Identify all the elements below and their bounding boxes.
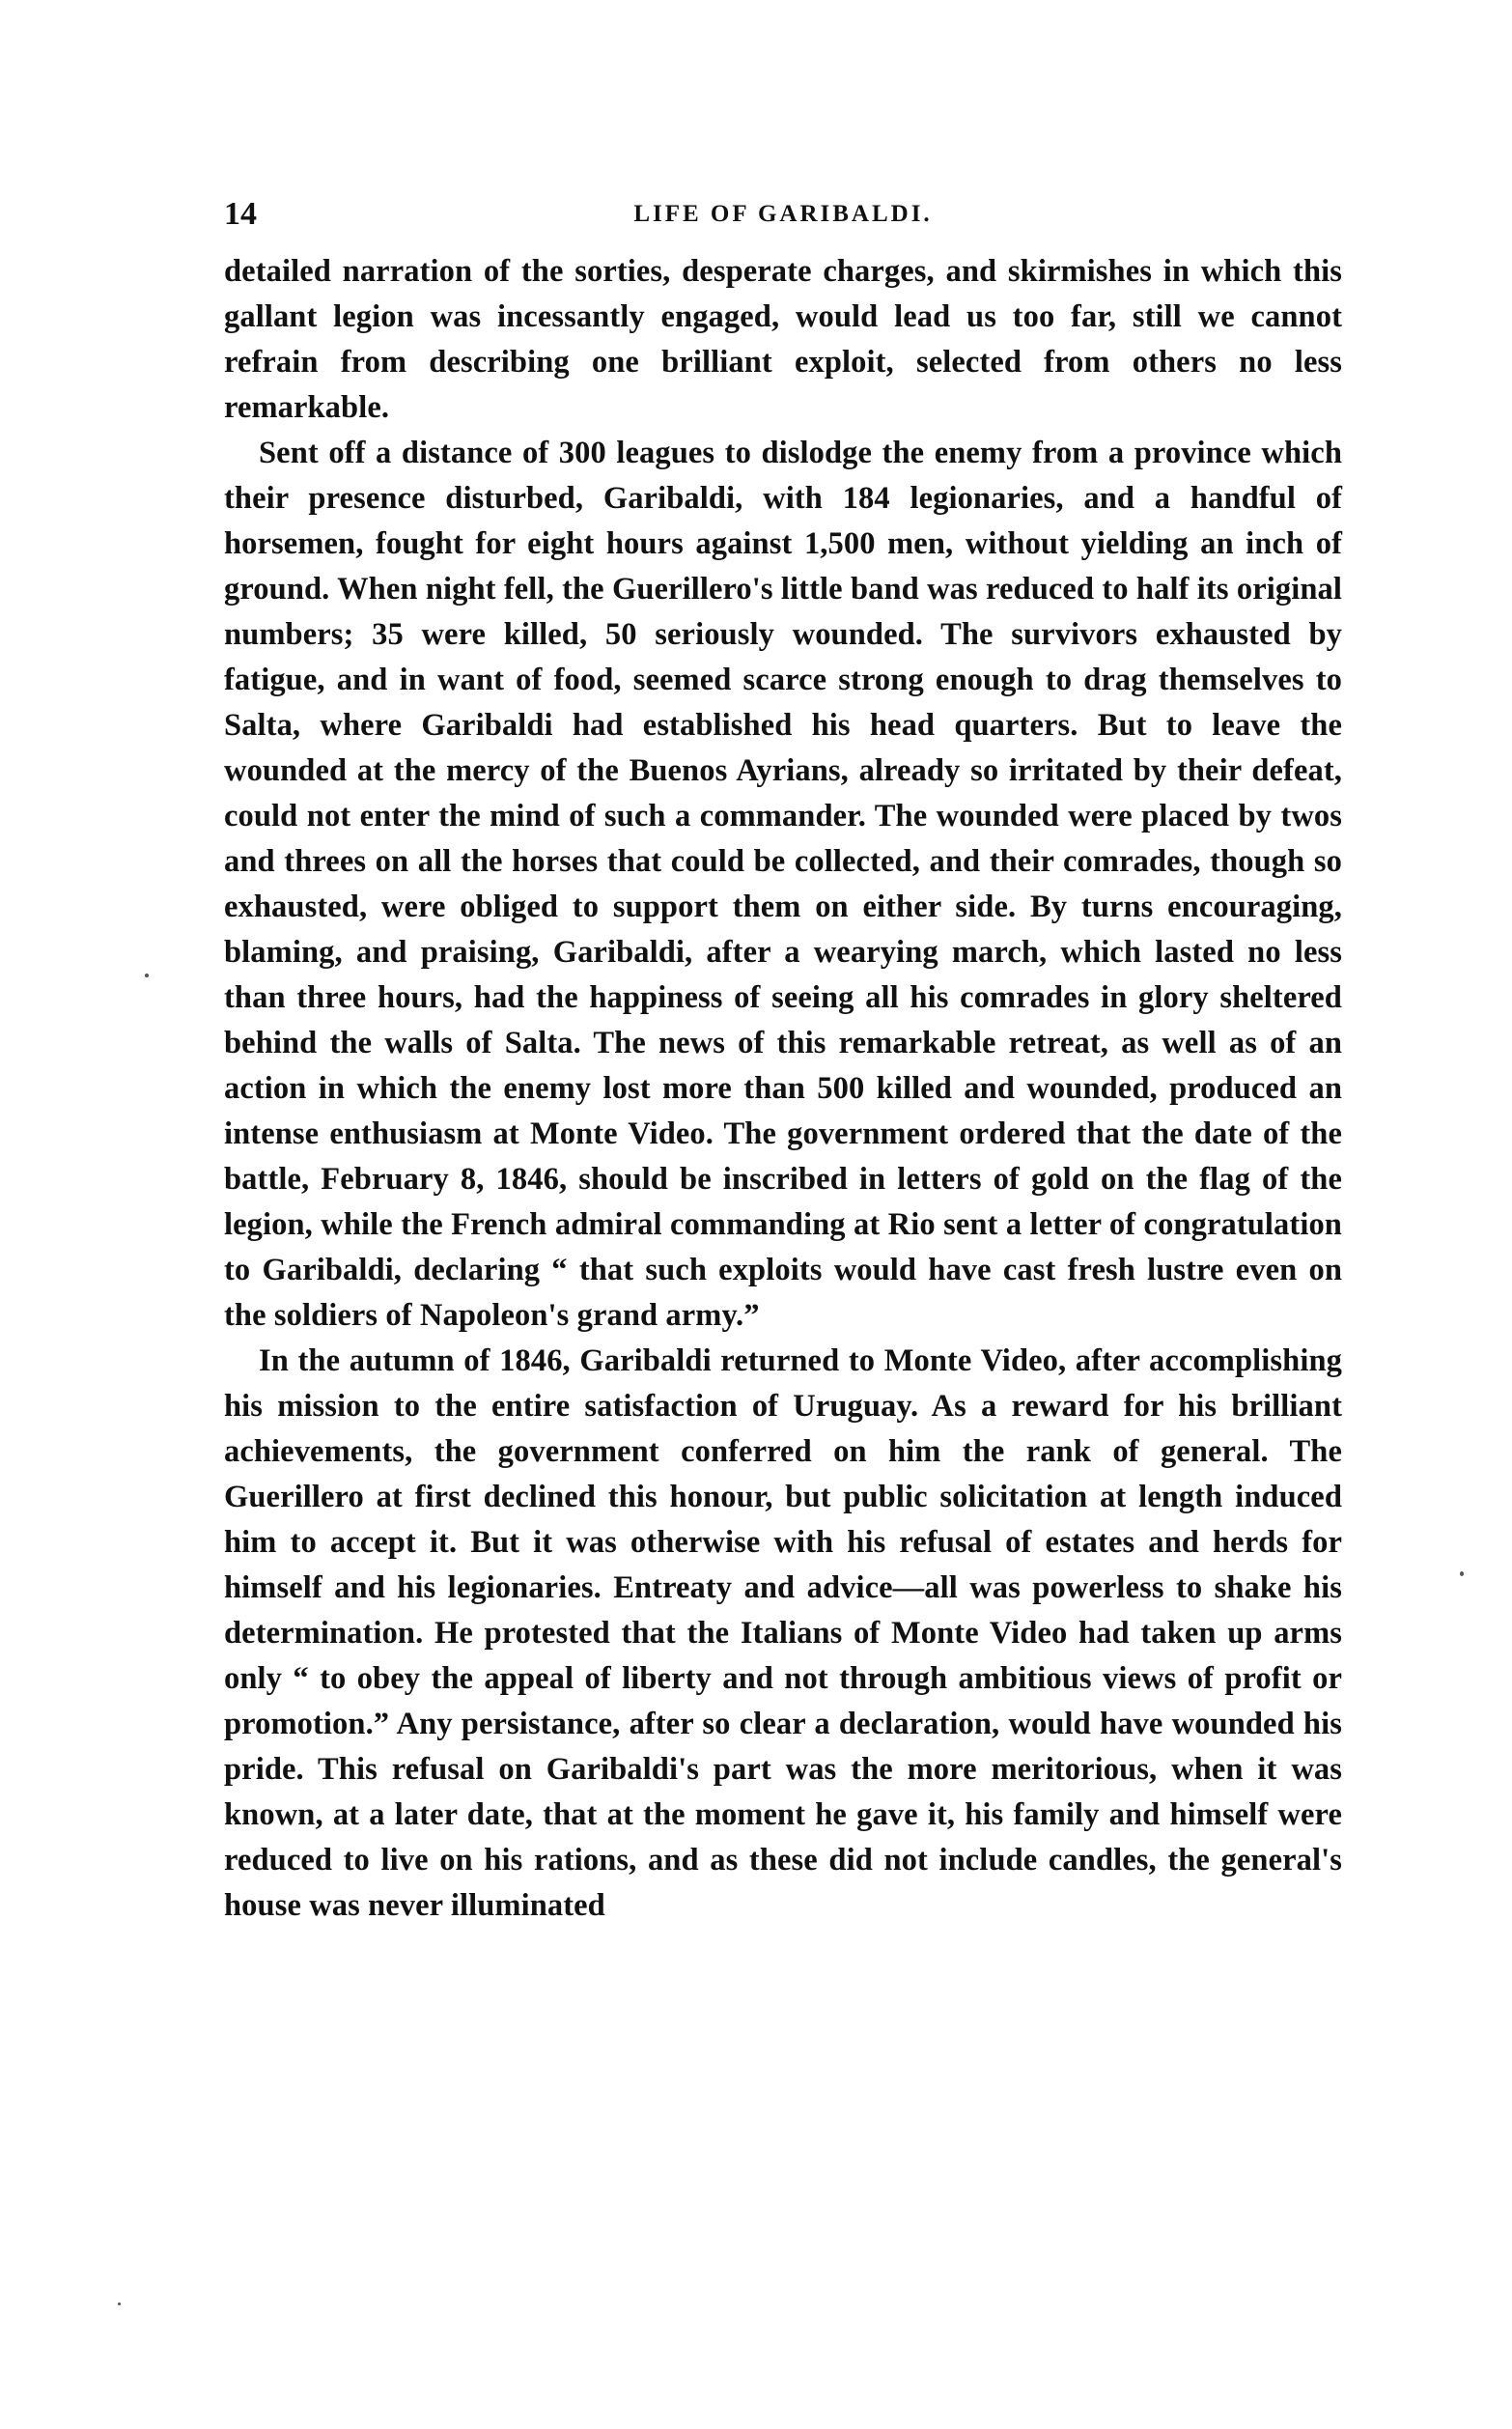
scan-speck xyxy=(145,974,149,977)
page-number: 14 xyxy=(224,196,257,232)
paragraph-continuation: detailed narration of the sorties, desperate charges, and skirmishes in which this gallant legion was incessantly engaged, would lead us too far, still we cannot refrain from describing one brilliant exploit, selected from others no less remarkable. xyxy=(224,254,1342,425)
body-text xyxy=(224,249,1342,1929)
scan-speck xyxy=(118,2302,121,2305)
book-page xyxy=(224,193,1342,1929)
paragraph-salta-retreat: Sent off a distance of 300 leagues to dislodge the enemy from a province which their presence disturbed, Garibaldi, with 184 legionaries, and a handful of horsemen, fought for eight hours against 1,500 men, without yielding an inch of ground. When night fell, the Guerillero's little band was reduced to half its original numbers; 35 were killed, 50 seriously wounded. The survivors exhausted by fatigue, and in want of food, seemed scarce strong enough to drag themselves to Salta, where Garibaldi had established his head quarters. But to leave the wounded at the mercy of the Buenos Ayrians, already so irritated by their defeat, could not enter the mind of such a commander. The wounded were placed by twos and threes on all the horses that could be collected, and their comrades, though so exhausted, were obliged to support them on either side. By turns encouraging, blaming, and praising, Garibaldi, after a wearying march, which lasted no less than three hours, had the happiness of seeing all his comrades in glory sheltered behind the walls of Salta. The news of this remarkable retreat, as well as of an action in which the enemy lost more than 500 killed and wounded, produced an intense enthusiasm at Monte Video. The government ordered that the date of the battle, February 8, 1846, should be inscribed in letters of gold on the flag of the legion, while the French admiral commanding at Rio sent a letter of congratulation to Garibaldi, declaring “ that such exploits would have cast fresh lustre even on the soldiers of Napoleon's grand army.” xyxy=(224,436,1342,1333)
scan-speck xyxy=(1460,1571,1464,1576)
paragraph-return-monte-video: In the autumn of 1846, Garibaldi returned to Monte Video, after accomplishing his mission to the entire satisfaction of Uruguay. As a reward for his brilliant achievements, the government conferred on him the rank of general. The Guerillero at first declined this honour, but public solicitation at length induced him to accept it. But it was otherwise with his refusal of estates and herds for himself and his legionaries. Entreaty and advice—all was powerless to shake his determination. He protested that the Italians of Monte Video had taken up arms only “ to obey the appeal of liberty and not through ambitious views of profit or promotion.” Any persistance, after so clear a declaration, would have wounded his pride. This refusal on Garibaldi's part was the more meritorious, when it was known, at a later date, that at the moment he gave it, his family and himself were reduced to live on his rations, and as these did not include candles, the general's house was never illuminated xyxy=(224,1343,1342,1923)
running-header xyxy=(224,193,1342,236)
running-title: LIFE OF GARIBALDI. xyxy=(633,201,933,227)
